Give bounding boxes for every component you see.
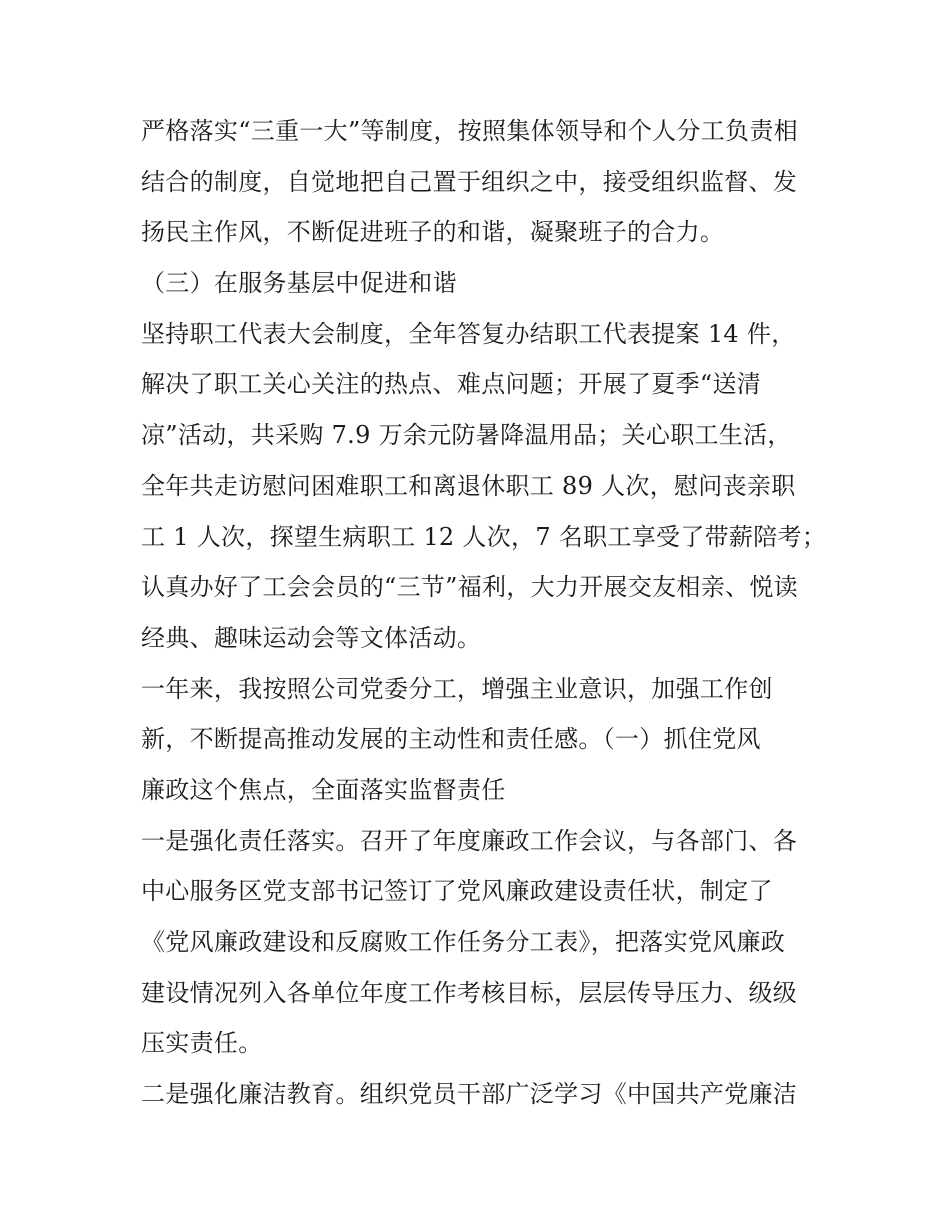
- text-line: 《党风廉政建设和反腐败工作任务分工表》，把落实党风廉政: [141, 928, 786, 956]
- text-line: 新，不断提高推动发展的主动性和责任感。（一）抓住党风: [141, 725, 761, 754]
- text-line: 认真办好了工会会员的“三节”福利，大力开展交友相亲、悦读: [141, 573, 798, 602]
- text-line: 一是强化责任落实。召开了年度廉政工作会议，与各部门、各: [141, 826, 798, 855]
- text-line: 中心服务区党支部书记签订了党风廉政建设责任状，制定了: [141, 877, 773, 906]
- text-line: 凉”活动，共采购 7.9 万余元防暑降温用品；关心职工生活，: [141, 421, 792, 450]
- document-body: [141, 106, 827, 1120]
- text-line: 坚持职工代表大会制度，全年答复办结职工代表提案 14 件，: [141, 319, 796, 348]
- text-line: 扬民主作风，不断促进班子的和谐，凝聚班子的合力。: [141, 218, 725, 247]
- text-line: 一年来，我按照公司党委分工，增强主业意识，加强工作创: [141, 674, 773, 703]
- section-heading: （三）在服务基层中促进和谐: [141, 269, 457, 298]
- text-line: 结合的制度，自觉地把自己置于组织之中，接受组织监督、发: [141, 167, 798, 196]
- text-line: 二是强化廉洁教育。组织党员干部广泛学习《中国共产党廉洁: [141, 1080, 798, 1109]
- text-line: 建设情况列入各单位年度工作考核目标，层层传导压力、级级: [141, 978, 798, 1007]
- text-line: 经典、趣味运动会等文体活动。: [141, 623, 482, 652]
- text-line: 解决了职工关心关注的热点、难点问题；开展了夏季“送清: [141, 370, 762, 399]
- text-line: 严格落实“三重一大”等制度，按照集体领导和个人分工负责相: [141, 117, 798, 145]
- text-line: 全年共走访慰问困难职工和离退休职工 89 人次，慰问丧亲职: [141, 471, 796, 500]
- text-line: 工 1 人次，探望生病职工 12 人次，7 名职工享受了带薪陪考；: [141, 522, 827, 551]
- text-line: 廉政这个焦点，全面落实监督责任: [141, 775, 506, 804]
- text-line: 压实责任。: [141, 1029, 263, 1058]
